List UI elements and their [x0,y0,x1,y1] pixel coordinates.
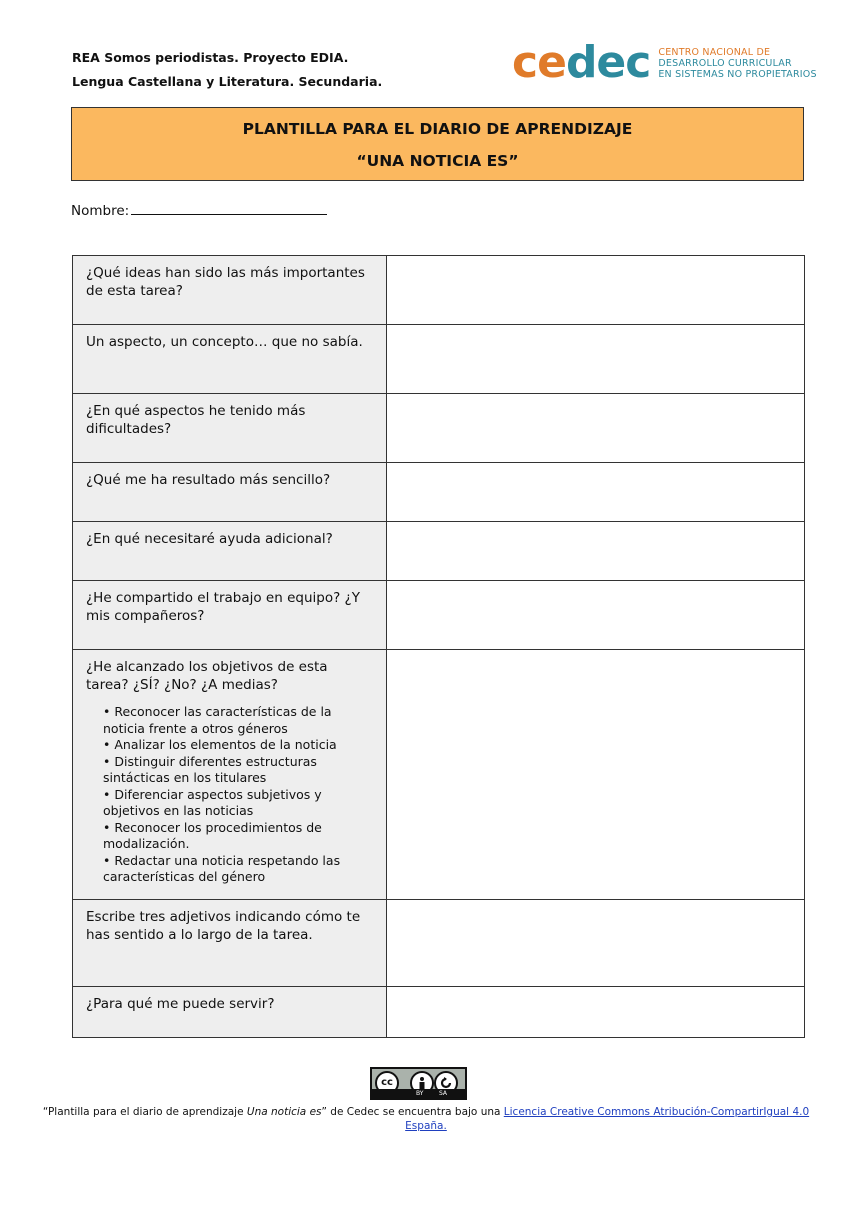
diary-table [72,255,805,1038]
objectives-question: ¿He alcanzado los objetivos de esta tarea? ¿SÍ? ¿No? ¿A medias? [86,659,328,693]
question-cell: ¿Qué me ha resultado más sencillo? [73,463,387,522]
table-row [73,581,805,650]
answer-cell[interactable] [387,256,805,325]
answer-cell[interactable] [387,463,805,522]
badge-sa-label: SA [439,1090,448,1097]
title-line1: PLANTILLA PARA EL DIARIO DE APRENDIZAJE [242,120,633,138]
table-row [73,900,805,987]
header-subject-line: Lengua Castellana y Literatura. Secundaria. [72,74,383,89]
license-link[interactable]: Licencia Creative Commons Atribución-CompartirIgual 4.0 España. [405,1106,810,1132]
table-row [73,463,805,522]
answer-cell[interactable] [387,394,805,463]
table-row [73,987,805,1038]
answer-cell[interactable] [387,581,805,650]
list-item: • Redactar una noticia respetando las características del género [103,852,341,884]
answer-cell[interactable] [387,522,805,581]
creative-commons-badge[interactable] [370,1067,467,1100]
list-item: • Reconocer las características de la noticia frente a otros géneros [103,704,332,736]
license-text-italic: Una noticia es [246,1106,322,1118]
badge-by-label: BY [416,1090,424,1097]
question-cell: ¿En qué necesitaré ayuda adicional? [73,522,387,581]
table-row [73,256,805,325]
cedec-logo-word [512,37,651,88]
logo-text-line2: DESARROLLO CURRICULAR [658,57,792,69]
cc-icon: cc [375,1071,399,1095]
objectives-question-cell [73,650,387,900]
title-line2: “UNA NOTICIA ES” [356,152,519,170]
cedec-logo [512,37,817,88]
header-project-line: REA Somos periodistas. Proyecto EDIA. [72,50,349,65]
answer-cell[interactable] [387,650,805,900]
title-box [71,107,804,181]
logo-word-part2: dec [565,37,651,88]
table-row [73,325,805,394]
list-item: • Analizar los elementos de la noticia [103,737,337,752]
objectives-list [86,704,374,886]
table-row [73,522,805,581]
nombre-label: Nombre: [71,203,130,219]
logo-word-part1: ce [512,37,566,88]
question-cell: Un aspecto, un concepto… que no sabía. [73,325,387,394]
table-row [73,650,805,900]
logo-text-line1: CENTRO NACIONAL DE [658,46,771,58]
question-cell: Escribe tres adjetivos indicando cómo te has sentido a lo largo de la tarea. [73,900,387,987]
question-cell: ¿Qué ideas han sido las más importantes de esta tarea? [73,256,387,325]
nombre-blank-line[interactable] [131,200,327,215]
list-item: • Diferenciar aspectos subjetivos y objetivos en las noticias [103,786,322,818]
list-item: • Reconocer los procedimientos de modalización. [103,819,322,851]
license-text-before: “Plantilla para el diario de aprendizaje [42,1106,247,1118]
answer-cell[interactable] [387,325,805,394]
list-item: • Distinguir diferentes estructuras sintácticas en los titulares [103,753,317,785]
nombre-field [71,200,327,219]
question-cell: ¿En qué aspectos he tenido más dificultades? [73,394,387,463]
document-header [72,46,382,94]
logo-text-line3: EN SISTEMAS NO PROPIETARIOS [658,68,817,80]
question-cell: ¿Para qué me puede servir? [73,987,387,1038]
answer-cell[interactable] [387,987,805,1038]
question-cell: ¿He compartido el trabajo en equipo? ¿Y mis compañeros? [73,581,387,650]
cedec-logo-text [658,47,816,80]
badge-label-bar [372,1089,465,1098]
license-footer [40,1105,812,1133]
license-text-after: ” de Cedec se encuentra bajo una [321,1106,504,1118]
table-row [73,394,805,463]
answer-cell[interactable] [387,900,805,987]
